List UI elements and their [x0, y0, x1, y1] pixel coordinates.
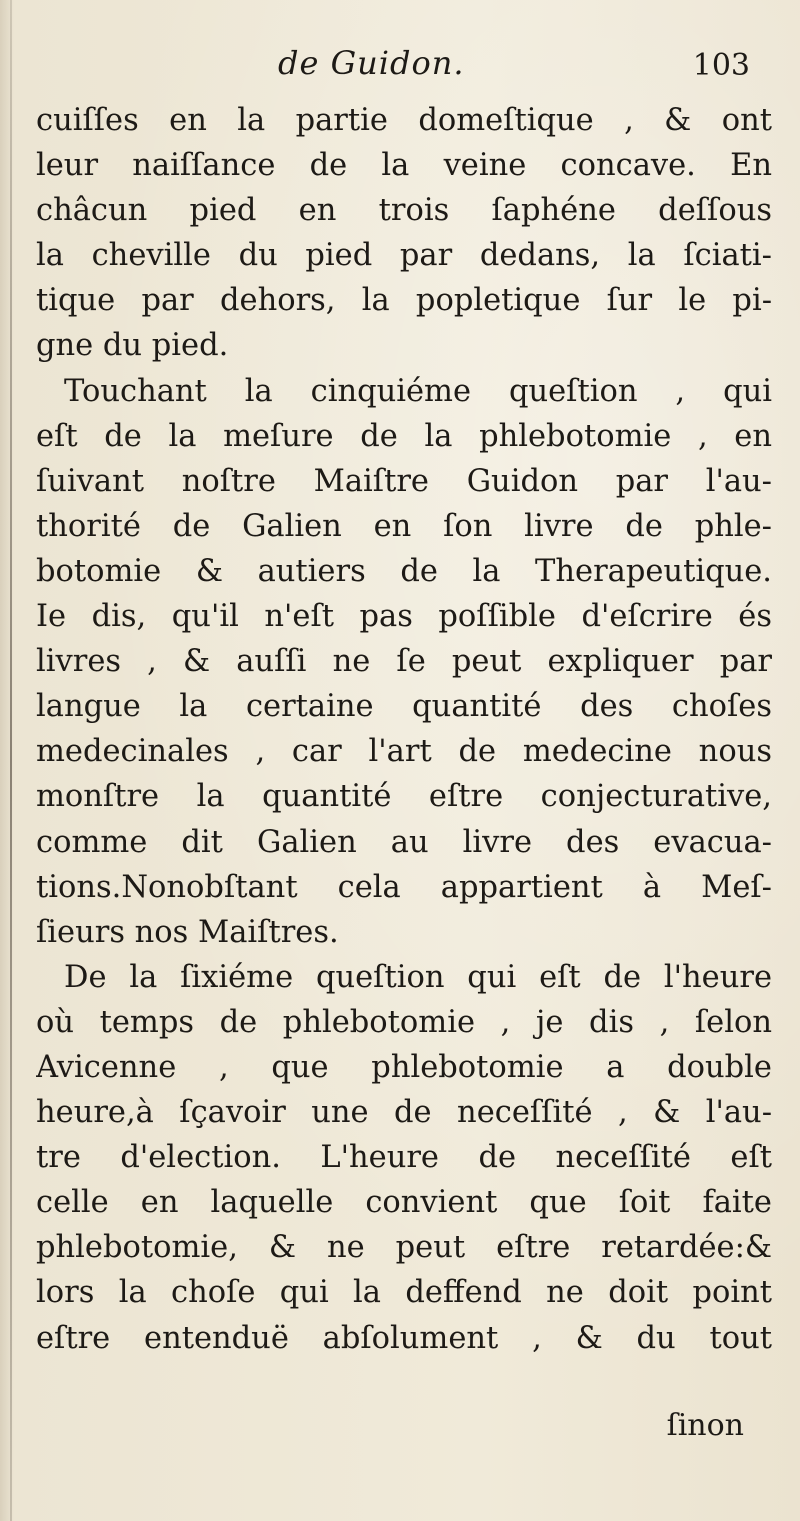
text-line: cuiſſes en la partie domeſtique , & ont: [36, 103, 772, 138]
text-line: livres , & auſſi ne ſe peut expliquer par: [36, 644, 772, 680]
text-line: eſtre entenduë abſolument , & du tout: [36, 1320, 772, 1356]
text-line: gne du pied.: [36, 328, 229, 364]
running-head: de Guidon.: [278, 44, 465, 82]
text-line: châcun pied en trois ſaphéne deſſous: [36, 193, 772, 229]
gutter-shadow: [10, 0, 12, 1521]
text-line: medecinales , car l'art de medecine nous: [36, 734, 772, 770]
text-line: ſieurs nos Maiſtres.: [36, 914, 339, 950]
text-line: Avicenne , que phlebotomie a double: [36, 1049, 772, 1085]
catchword: ſinon: [666, 1408, 744, 1443]
text-line: monſtre la quantité eſtre conjecturative,: [36, 779, 772, 815]
text-line: langue la certaine quantité des choſes: [36, 689, 772, 725]
page-number: 103: [692, 48, 750, 83]
text-line: tique par dehors, la popletique ſur le pi-: [36, 283, 772, 319]
text-line: leur naiſſance de la veine concave. En: [36, 148, 772, 184]
text-line: la cheville du pied par dedans, la ſciati-: [36, 238, 772, 274]
text-line: où temps de phlebotomie , je dis , ſelon: [36, 1004, 772, 1040]
text-line: heure,à ſçavoir une de neceſſité , & l'au-: [36, 1095, 772, 1131]
text-line: tions.Nonobſtant cela appartient à Meſ-: [36, 869, 772, 905]
text-line: celle en laquelle convient que ſoit faite: [36, 1185, 772, 1221]
text-line: ſuivant noſtre Maiſtre Guidon par l'au-: [36, 463, 772, 499]
text-line: comme dit Galien au livre des evacua-: [36, 824, 772, 860]
text-line: De la ſixiéme queſtion qui eſt de l'heure: [64, 959, 772, 995]
text-line: thorité de Galien en ſon livre de phle-: [36, 508, 772, 544]
text-line: eſt de la meſure de la phlebotomie , en: [36, 418, 772, 454]
text-line: botomie & autiers de la Therapeutique.: [36, 553, 772, 589]
text-line: tre d'election. L'heure de neceſſité eſt: [36, 1140, 772, 1176]
text-line: lors la choſe qui la deffend ne doit point: [36, 1275, 772, 1311]
text-line: phlebotomie, & ne peut eſtre retardée:&: [36, 1230, 772, 1266]
text-line: Touchant la cinquiéme queſtion , qui: [64, 373, 772, 409]
text-line: Ie dis, qu'il n'eſt pas poſſible d'eſcrire és: [36, 599, 772, 635]
body-text: [36, 98, 772, 1361]
